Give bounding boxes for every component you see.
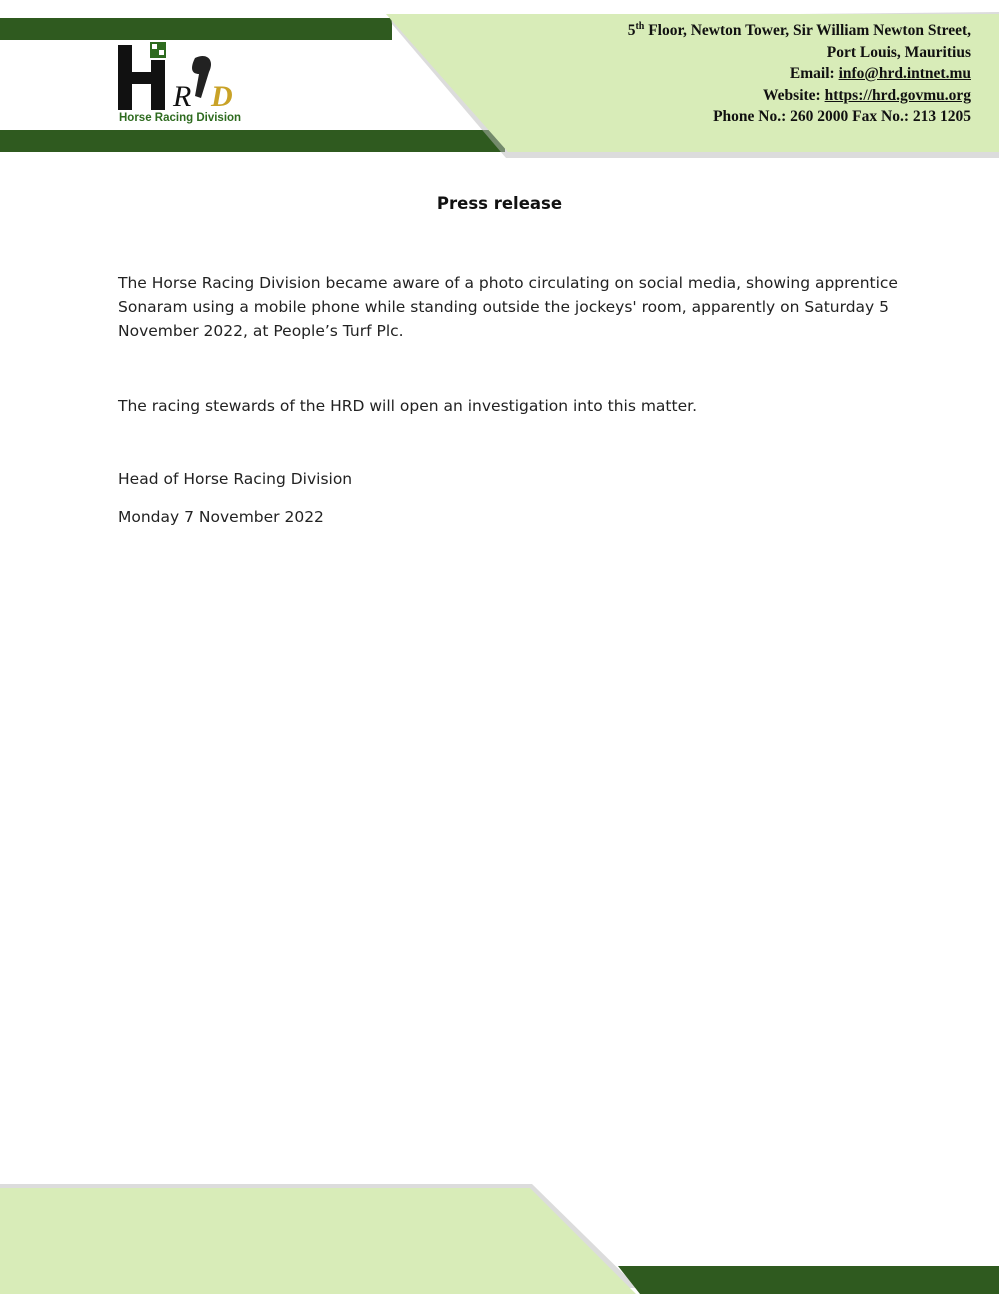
logo-caption: Horse Racing Division xyxy=(119,112,242,124)
logo-letter-r: R xyxy=(173,80,192,113)
date-line: Monday 7 November 2022 xyxy=(118,508,324,526)
logo-letter-d: D xyxy=(211,80,233,113)
website-line xyxy=(451,85,971,107)
header-dark-band-bottom xyxy=(0,130,505,152)
address-ordinal-suffix: th xyxy=(635,20,645,32)
contact-block xyxy=(451,20,971,128)
address-line-2: Port Louis, Mauritius xyxy=(826,43,971,61)
page-title: Press release xyxy=(436,194,563,213)
address-street: Floor, Newton Tower, Sir William Newton Street, xyxy=(644,22,971,39)
footer-light-panel xyxy=(0,1188,636,1294)
footer-dark-band xyxy=(618,1266,999,1294)
body-paragraph-1: The Horse Racing Division became aware of a photo circulating on social media, showing apprentice Sonaram using a mobile phone while standing outside the jockeys' room, apparently on Saturday 5 November 2022, at People’s Turf Plc. xyxy=(118,274,898,340)
address-line-1 xyxy=(451,20,971,42)
address-ordinal: 5 xyxy=(627,22,636,39)
phone-fax-line: Phone No.: 260 2000 Fax No.: 213 1205 xyxy=(713,108,971,125)
email-link[interactable]: info@hrd.intnet.mu xyxy=(838,65,971,82)
website-link[interactable]: https://hrd.govmu.org xyxy=(824,86,971,104)
footer-banner xyxy=(0,1184,999,1294)
body-paragraph-2: The racing stewards of the HRD will open an investigation into this matter. xyxy=(118,397,697,415)
header-dark-band xyxy=(0,18,392,40)
email-line xyxy=(451,63,971,85)
signature-line: Head of Horse Racing Division xyxy=(118,470,353,488)
website-label: Website: xyxy=(763,86,825,104)
email-label: Email: xyxy=(789,65,839,82)
